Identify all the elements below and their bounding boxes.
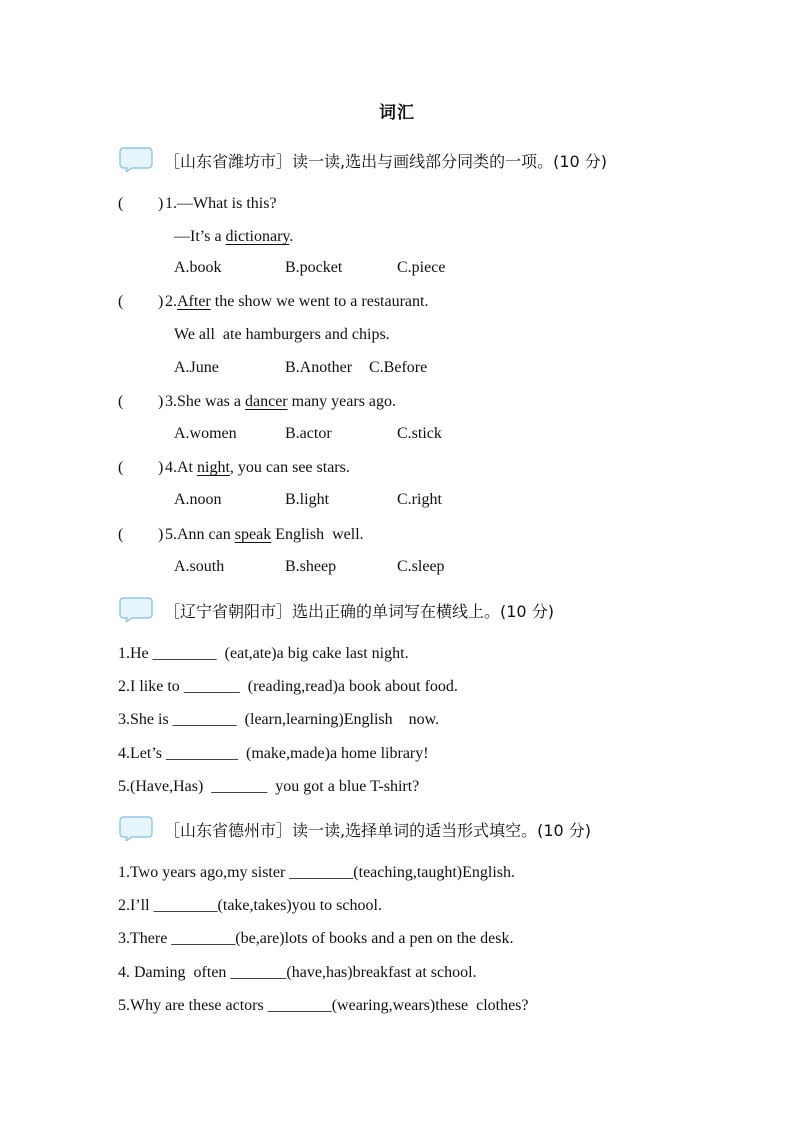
q1-paren-open: (: [118, 195, 124, 212]
q1-line2-pre: —It’s a: [174, 228, 226, 245]
q1-line2-post: .: [289, 228, 294, 245]
part2-item-5: 5.(Have,Has) _______ you got a blue T-shirt?: [118, 778, 420, 795]
q2-num: 2.: [165, 293, 177, 310]
page-title: 词汇: [379, 103, 415, 123]
part3-item-2: 2.I’ll ________(take,takes)you to school.: [118, 897, 382, 914]
q2-underlined-word: After: [177, 293, 211, 310]
speech-bubble-icon: [118, 146, 154, 172]
q4-stem: [165, 458, 350, 478]
speech-bubble-icon: [118, 815, 154, 841]
section-1-text: ［山东省潍坊市］读一读,选出与画线部分同类的一项。(10 分): [164, 152, 608, 171]
part3-item-3: 3.There ________(be,are)lots of books and a pen on the desk.: [118, 930, 514, 947]
q3-option-a: A.women: [174, 425, 237, 442]
q3-option-c: C.stick: [397, 425, 442, 442]
part2-item-3: 3.She is ________ (learn,learning)English now.: [118, 711, 440, 728]
q4-option-c: C.right: [397, 491, 442, 508]
q3-pre: 3.She was a: [165, 393, 245, 410]
q1-option-b: B.pocket: [285, 259, 343, 276]
q5-option-a: A.south: [174, 558, 225, 575]
q5-stem: [165, 525, 364, 545]
q4-underlined-word: night: [197, 459, 230, 476]
speech-bubble-icon: [118, 596, 154, 622]
q2-paren-close: ): [158, 293, 164, 310]
part2-item-1: 1.He ________ (eat,ate)a big cake last night.: [118, 645, 409, 662]
q3-option-b: B.actor: [285, 425, 332, 442]
q4-option-b: B.light: [285, 491, 330, 508]
q1-paren-close: ): [158, 195, 164, 212]
q2-stem: [165, 292, 428, 312]
q5-option-b: B.sheep: [285, 558, 337, 575]
q4-pre: 4.At: [165, 459, 197, 476]
section-2-text: ［辽宁省朝阳市］选出正确的单词写在横线上。(10 分): [164, 602, 554, 621]
section-3-text: ［山东省德州市］读一读,选择单词的适当形式填空。(10 分): [164, 821, 592, 840]
part2-item-2: 2.I like to _______ (reading,read)a book about food.: [118, 678, 458, 695]
q2-option-c: C.Before: [369, 359, 428, 376]
q2-rest: the show we went to a restaurant.: [210, 293, 429, 310]
q3-rest: many years ago.: [287, 393, 397, 410]
q4-option-a: A.noon: [174, 491, 222, 508]
q3-paren-close: ): [158, 393, 164, 410]
part3-item-5: 5.Why are these actors ________(wearing,wears)these clothes?: [118, 997, 529, 1014]
q4-paren-close: ): [158, 459, 164, 476]
q1-underlined-word: dictionary: [225, 228, 290, 245]
q1-option-c: C.piece: [397, 259, 446, 276]
q5-option-c: C.sleep: [397, 558, 445, 575]
q4-paren-open: (: [118, 459, 124, 476]
q1-stem: 1.—What is this?: [165, 195, 277, 212]
q3-stem: [165, 392, 396, 412]
q5-rest: English well.: [271, 526, 364, 543]
q4-rest: , you can see stars.: [229, 459, 350, 476]
part3-item-4: 4. Daming often _______(have,has)breakfast at school.: [118, 964, 477, 981]
q5-paren-open: (: [118, 526, 124, 543]
q5-underlined-word: speak: [234, 526, 272, 543]
q2-option-a: A.June: [174, 359, 219, 376]
q1-line2: [174, 227, 293, 247]
q2-line2: We all ate hamburgers and chips.: [174, 326, 390, 343]
q5-pre: 5.Ann can: [165, 526, 235, 543]
q5-paren-close: ): [158, 526, 164, 543]
q2-option-b: B.Another: [285, 359, 353, 376]
q3-paren-open: (: [118, 393, 124, 410]
q2-paren-open: (: [118, 293, 124, 310]
part2-item-4: 4.Let’s _________ (make,made)a home library!: [118, 745, 429, 762]
q3-underlined-word: dancer: [244, 393, 288, 410]
part3-item-1: 1.Two years ago,my sister ________(teaching,taught)English.: [118, 864, 516, 881]
q1-option-a: A.book: [174, 259, 222, 276]
